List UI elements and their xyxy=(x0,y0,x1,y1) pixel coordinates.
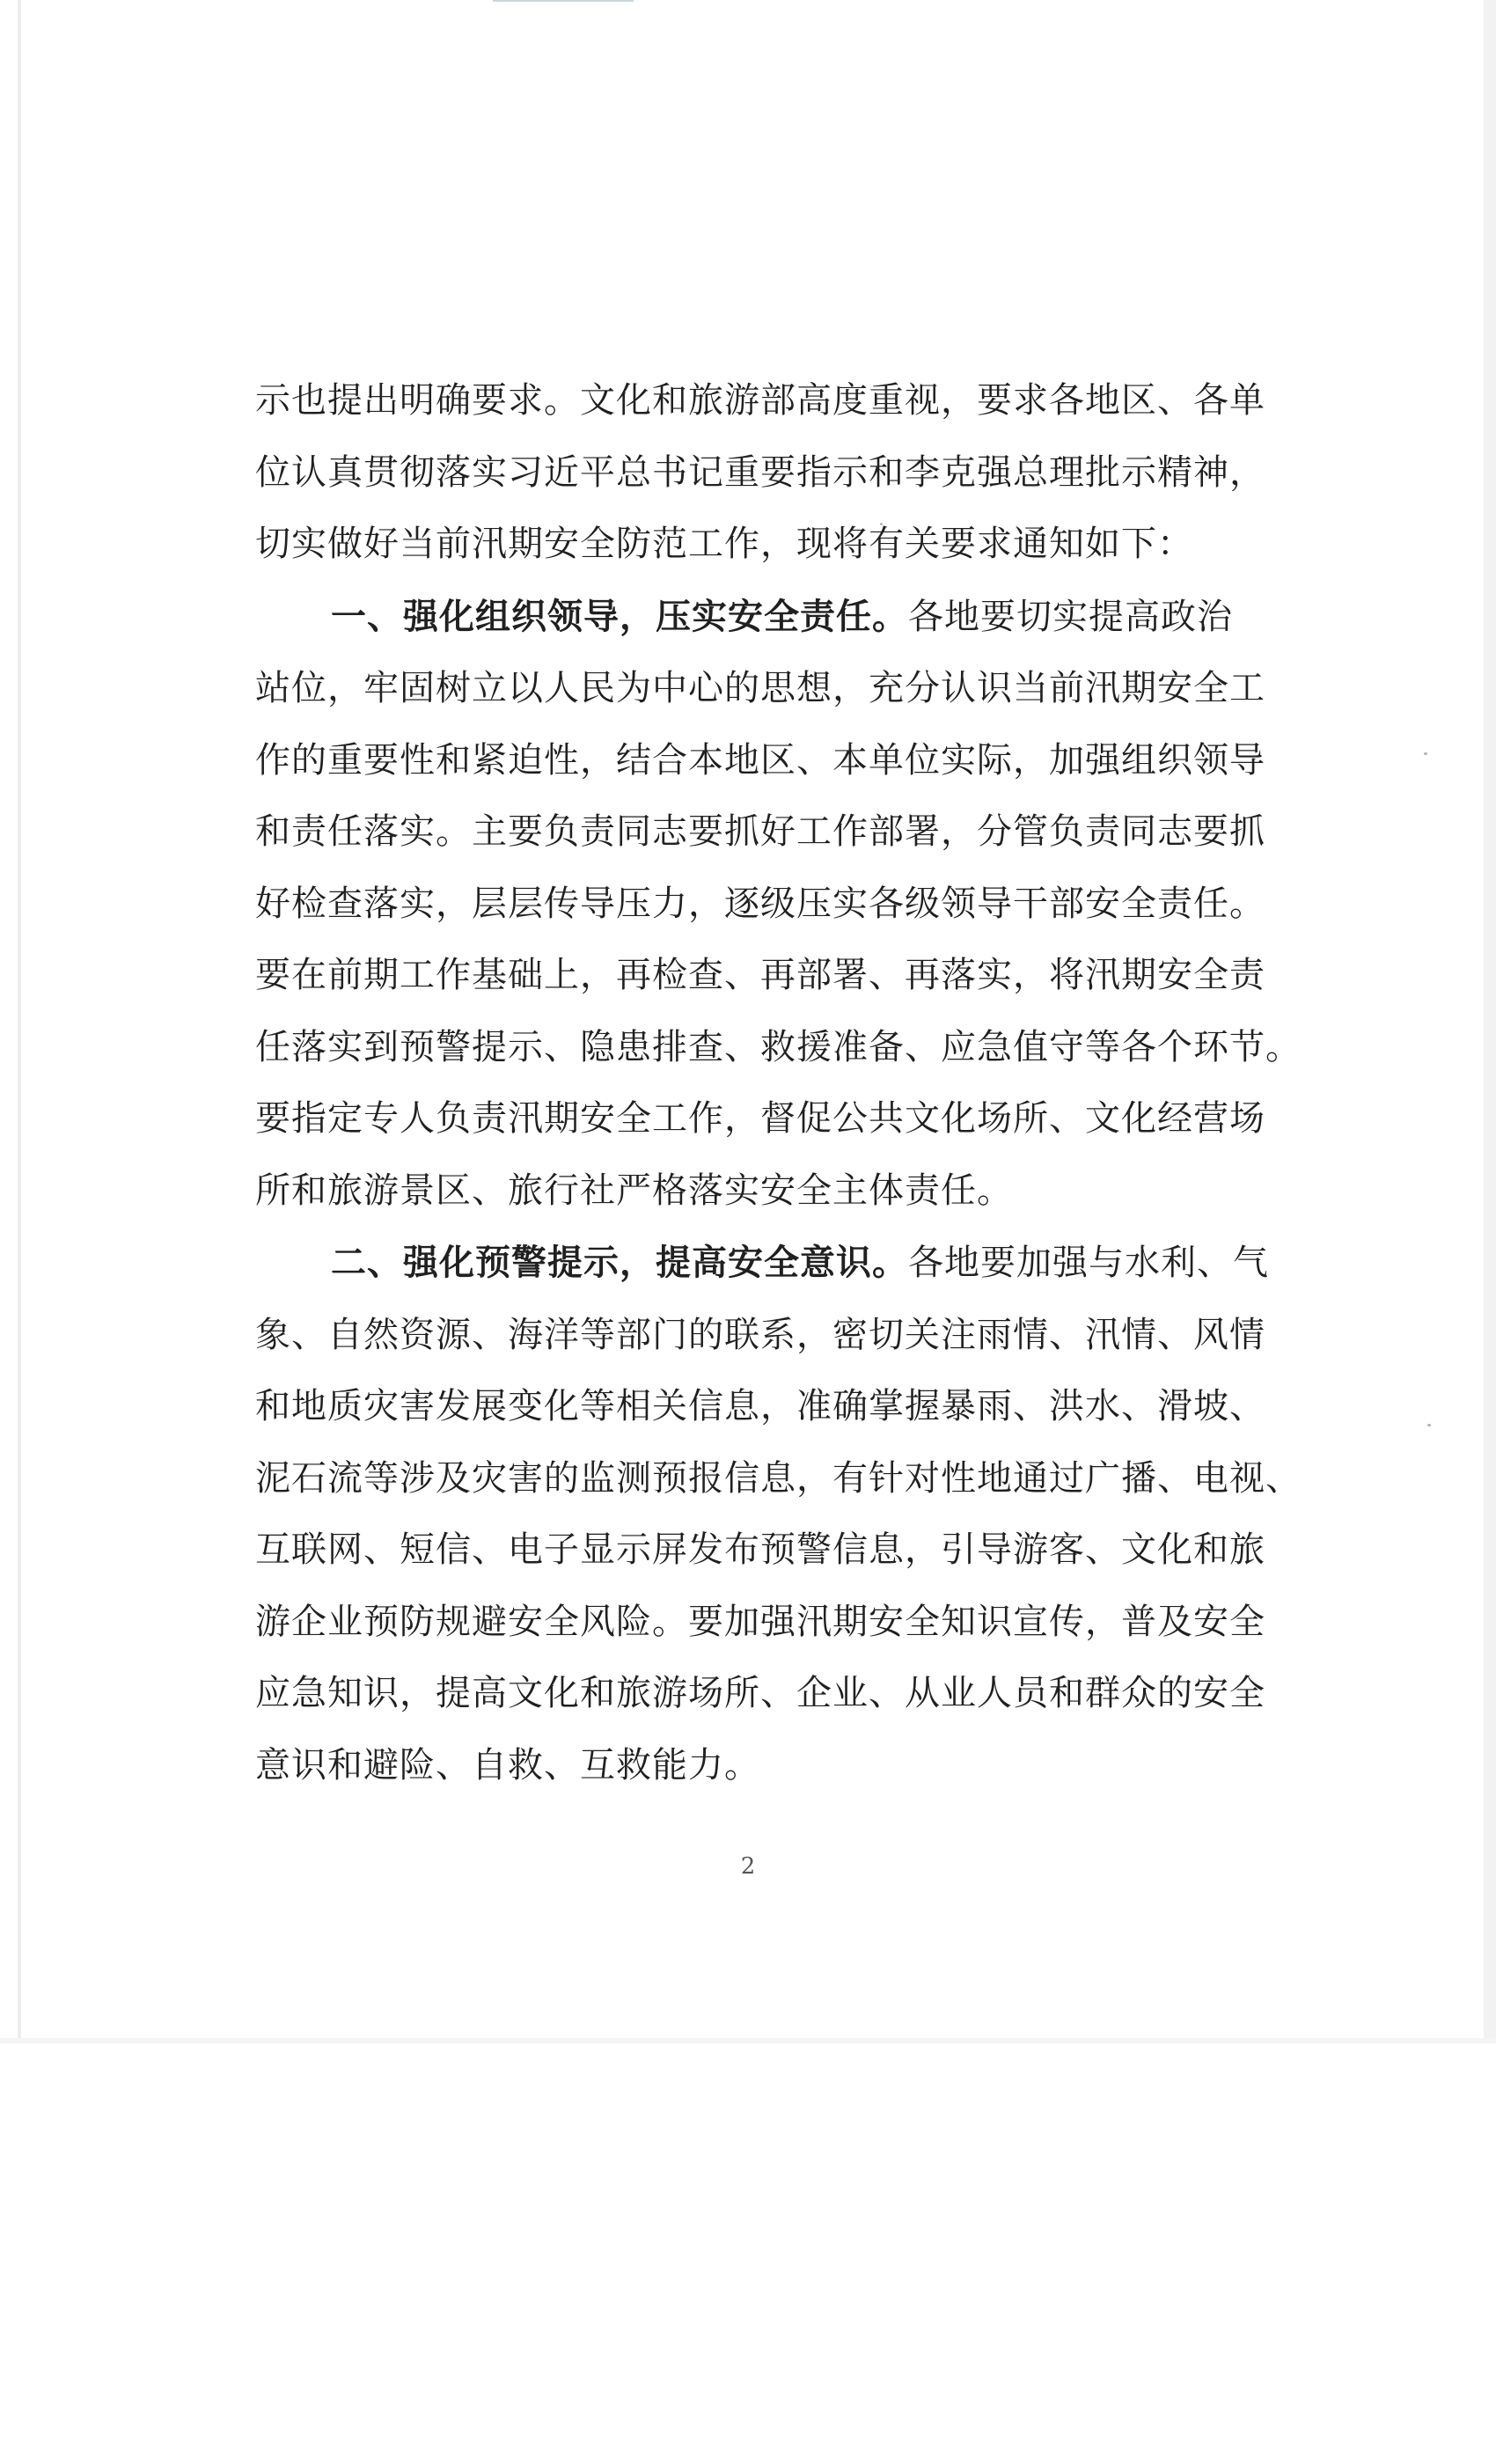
line-text: 站位，牢固树立以人民为中心的思想，充分认识当前汛期安全工 xyxy=(255,668,1265,708)
line-text: 意识和避险、自救、互救能力。 xyxy=(255,1744,760,1786)
line-text: 任落实到预警提示、隐患排查、救援准备、应急值守等各个环节。 xyxy=(255,1026,1302,1067)
text-line xyxy=(255,1658,1276,1730)
line-text: 和地质灾害发展变化等相关信息，准确掌握暴雨、洪水、滑坡、 xyxy=(255,1386,1265,1426)
line-text: 各地要加强与水利、气 xyxy=(908,1243,1269,1283)
text-line xyxy=(255,940,1276,1012)
section-heading-two: 二、强化预警提示，提高安全意识。 xyxy=(331,1242,908,1283)
text-line xyxy=(255,725,1276,797)
line-text: 所和旅游景区、旅行社严格落实安全主体责任。 xyxy=(255,1170,1013,1211)
section-heading-line xyxy=(255,581,1276,654)
text-line xyxy=(255,653,1276,725)
text-line xyxy=(255,509,1276,581)
line-text: 象、自然资源、海洋等部门的联系，密切关注雨情、汛情、风情 xyxy=(255,1314,1265,1355)
line-text: 位认真贯彻落实习近平总书记重要指示和李克强总理批示精神， xyxy=(255,451,1265,493)
document-body xyxy=(255,365,1302,1801)
line-text: 游企业预防规避安全风险。要加强汛期安全知识宣传，普及安全 xyxy=(255,1601,1265,1642)
line-text: 切实做好当前汛期安全防范工作，现将有关要求通知如下： xyxy=(255,524,1193,564)
line-text: 示也提出明确要求。文化和旅游部高度重视，要求各地区、各单 xyxy=(255,380,1265,421)
text-line xyxy=(255,869,1276,941)
section-heading-one: 一、强化组织领导，压实安全责任。 xyxy=(331,595,908,637)
scan-edge-right xyxy=(1484,0,1496,2043)
scan-speck xyxy=(1427,1424,1431,1426)
line-text: 要在前期工作基础上，再检查、再部署、再落实，将汛期安全责 xyxy=(255,955,1265,995)
scan-edge-left xyxy=(18,0,21,2043)
line-text: 泥石流等涉及灾害的监测预报信息，有针对性地通过广播、电视、 xyxy=(255,1457,1302,1499)
line-text: 和责任落实。主要负责同志要抓好工作部署，分管负责同志要抓 xyxy=(255,811,1265,852)
text-line xyxy=(255,1443,1302,1515)
page-number: 2 xyxy=(740,1853,756,1880)
text-line xyxy=(255,1587,1276,1659)
text-line xyxy=(255,1155,1276,1228)
text-line xyxy=(255,1514,1276,1587)
text-line xyxy=(255,1012,1302,1084)
line-text: 各地要切实提高政治 xyxy=(908,596,1233,637)
text-line xyxy=(255,1730,1276,1802)
text-line xyxy=(255,1300,1276,1372)
line-text: 要指定专人负责汛期安全工作，督促公共文化场所、文化经营场 xyxy=(255,1098,1265,1139)
line-text: 应急知识，提高文化和旅游场所、企业、从业人员和群众的安全 xyxy=(255,1673,1265,1713)
line-text: 好检查落实，层层传导压力，逐级压实各级领导干部安全责任。 xyxy=(255,883,1265,924)
text-line xyxy=(255,796,1276,869)
scan-edge-bottom xyxy=(0,2038,1496,2043)
text-line xyxy=(255,1083,1276,1155)
text-line xyxy=(255,1371,1276,1443)
section-heading-line xyxy=(255,1227,1276,1300)
line-text: 作的重要性和紧迫性，结合本地区、本单位实际，加强组织领导 xyxy=(255,739,1265,781)
text-line xyxy=(255,365,1276,437)
scan-speck xyxy=(1424,752,1427,755)
text-line xyxy=(255,437,1276,510)
line-text: 互联网、短信、电子显示屏发布预警信息，引导游客、文化和旅 xyxy=(255,1529,1265,1570)
scan-artifact-top xyxy=(493,0,634,2)
